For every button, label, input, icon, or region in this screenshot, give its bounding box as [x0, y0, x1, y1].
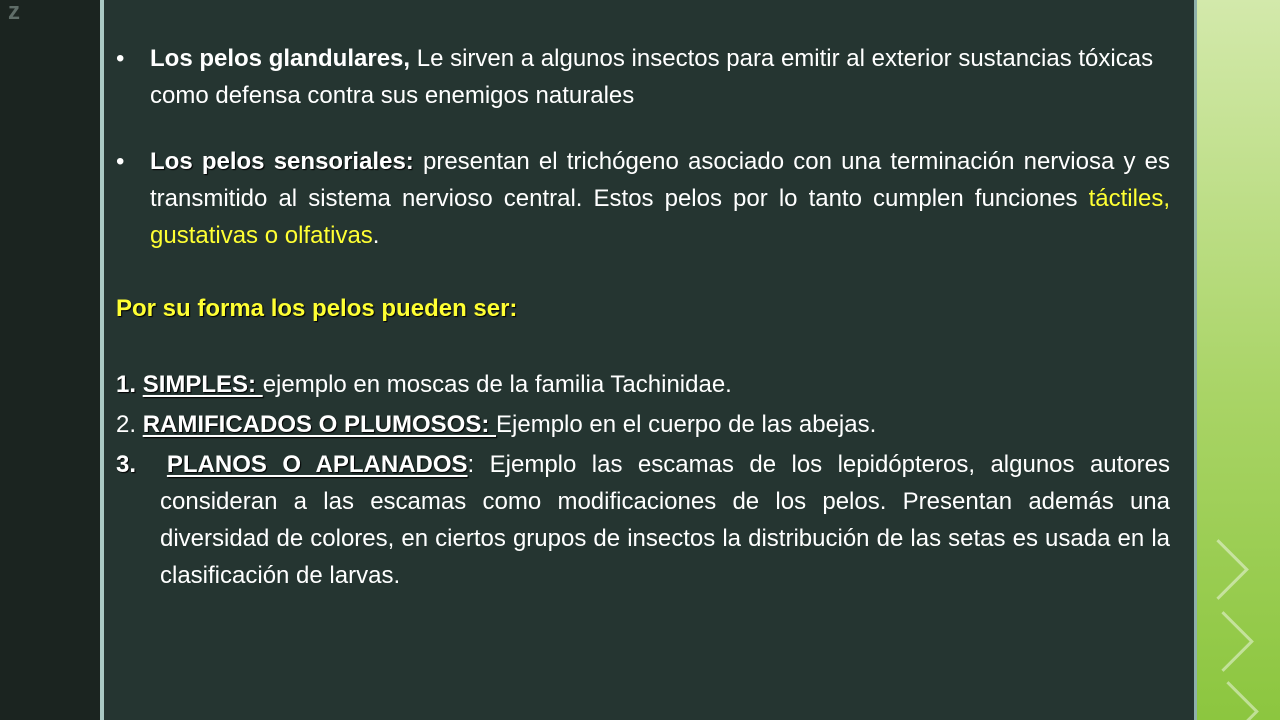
item-title: SIMPLES: — [142, 371, 263, 398]
item-text: : Ejemplo las escamas de los lepidópteros, algunos autores consideran a las escamas como modificaciones de los pelos. Presentan además una diversidad de colores, en ciertos grupos de insectos la distribución de las setas es usada en la clasificación de larvas. — [160, 451, 1171, 589]
item-number: 3. — [116, 451, 137, 478]
chevron-decoration — [1198, 681, 1259, 720]
item-title: PLANOS O APLANADOS — [166, 451, 468, 478]
chevron-decoration — [1197, 539, 1249, 600]
bullet-sensoriales — [116, 143, 1170, 254]
item-number: 1. — [116, 371, 137, 398]
item-text: ejemplo en moscas de la familia Tachinidae. — [262, 371, 732, 398]
left-sidebar-strip — [0, 0, 100, 720]
highlight-text: táctiles, gustativas o olfativas — [150, 185, 1170, 249]
bullet-glandulares — [116, 40, 1210, 114]
bullet-text: presentan el trichógeno asociado con una terminación nerviosa y es transmitido al sistema nervioso central. Estos pelos por lo tanto cumplen funciones — [150, 148, 1171, 212]
bullet-text: Le sirven a algunos insectos para emitir al exterior sustancias tóxicas como defensa contra sus enemigos naturales — [150, 45, 1154, 109]
bullet-end: . — [372, 222, 380, 249]
list-item-simples — [116, 366, 1176, 403]
bullet-title: Los pelos glandulares, — [150, 45, 411, 72]
logo-mark: z — [8, 0, 20, 25]
item-number: 2. — [116, 411, 137, 438]
bullet-title: Los pelos sensoriales: — [150, 148, 414, 175]
bullet-icon: • — [116, 45, 125, 72]
section-heading: Por su forma los pelos pueden ser: — [116, 295, 518, 322]
list-item-ramificados — [116, 406, 1176, 443]
chevron-decoration — [1197, 611, 1254, 672]
item-title: RAMIFICADOS O PLUMOSOS: — [142, 411, 497, 438]
item-text: Ejemplo en el cuerpo de las abejas. — [496, 411, 877, 438]
bullet-icon: • — [116, 148, 125, 175]
list-item-planos — [116, 446, 1170, 594]
